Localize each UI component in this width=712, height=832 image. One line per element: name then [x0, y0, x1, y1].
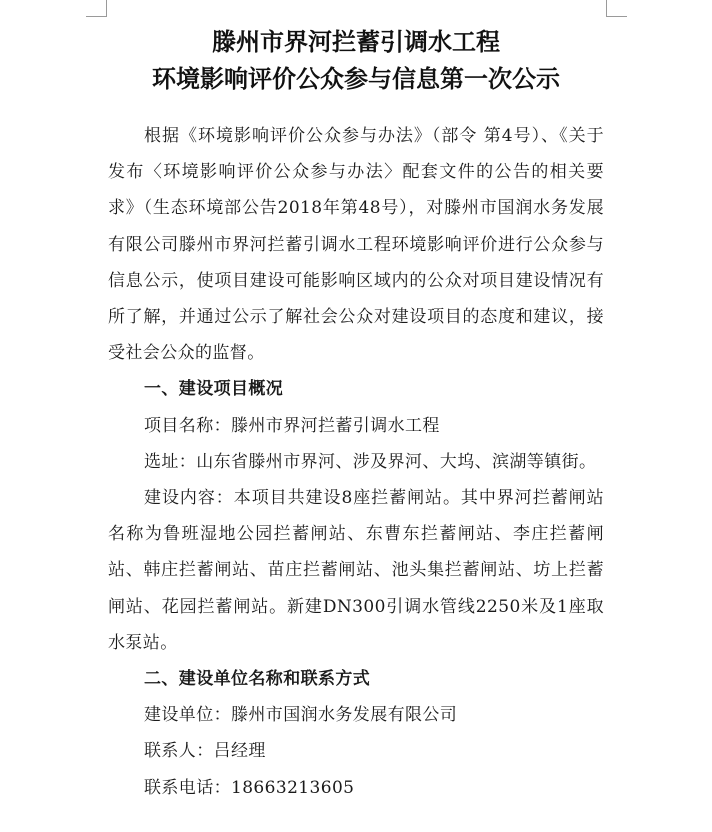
- site-paragraph: 选址：山东省滕州市界河、涉及界河、大坞、滨湖等镇街。: [144, 451, 597, 472]
- document-title-line2: 环境影响评价公众参与信息第一次公示: [152, 65, 560, 93]
- construction-unit-line: 建设单位：滕州市国润水务发展有限公司: [144, 705, 458, 726]
- contact-person-line: 联系人：吕经理: [144, 741, 266, 762]
- document-title-line1: 滕州市界河拦蓄引调水工程: [212, 28, 500, 56]
- crop-mark-top-left: [86, 0, 107, 17]
- document-body: [108, 118, 604, 806]
- section1-heading: 一、建设项目概况: [144, 379, 284, 400]
- project-name-line: 项目名称：滕州市界河拦蓄引调水工程: [144, 415, 440, 436]
- crop-mark-top-right: [606, 0, 627, 17]
- intro-paragraph: 根据《环境影响评价公众参与办法》（部令 第4号）、《关于发布〈环境影响评价公众参与办法〉配套文件的公告的相关要求》（生态环境部公告2018年第48号），对滕州市国润水务发展有限公司滕州市界河拦蓄引调水工程环境影响评价进行公众参与信息公示，使项目建设可能影响区域内的公众对项目建设情况有所了解，并通过公示了解社会公众对建设项目的态度和建议，接受社会公众的监督。: [108, 126, 604, 364]
- construction-content-paragraph: 建设内容：本项目共建设8座拦蓄闸站。其中界河拦蓄闸站名称为鲁班湿地公园拦蓄闸站、东曹东拦蓄闸站、李庄拦蓄闸站、韩庄拦蓄闸站、苗庄拦蓄闸站、池头集拦蓄闸站、坊上拦蓄闸站、花园拦蓄闸站。新建DN300引调水管线2250米及1座取水泵站。: [108, 488, 604, 653]
- section2-heading: 二、建设单位名称和联系方式: [144, 669, 371, 690]
- contact-phone-line: 联系电话：18663213605: [144, 777, 355, 798]
